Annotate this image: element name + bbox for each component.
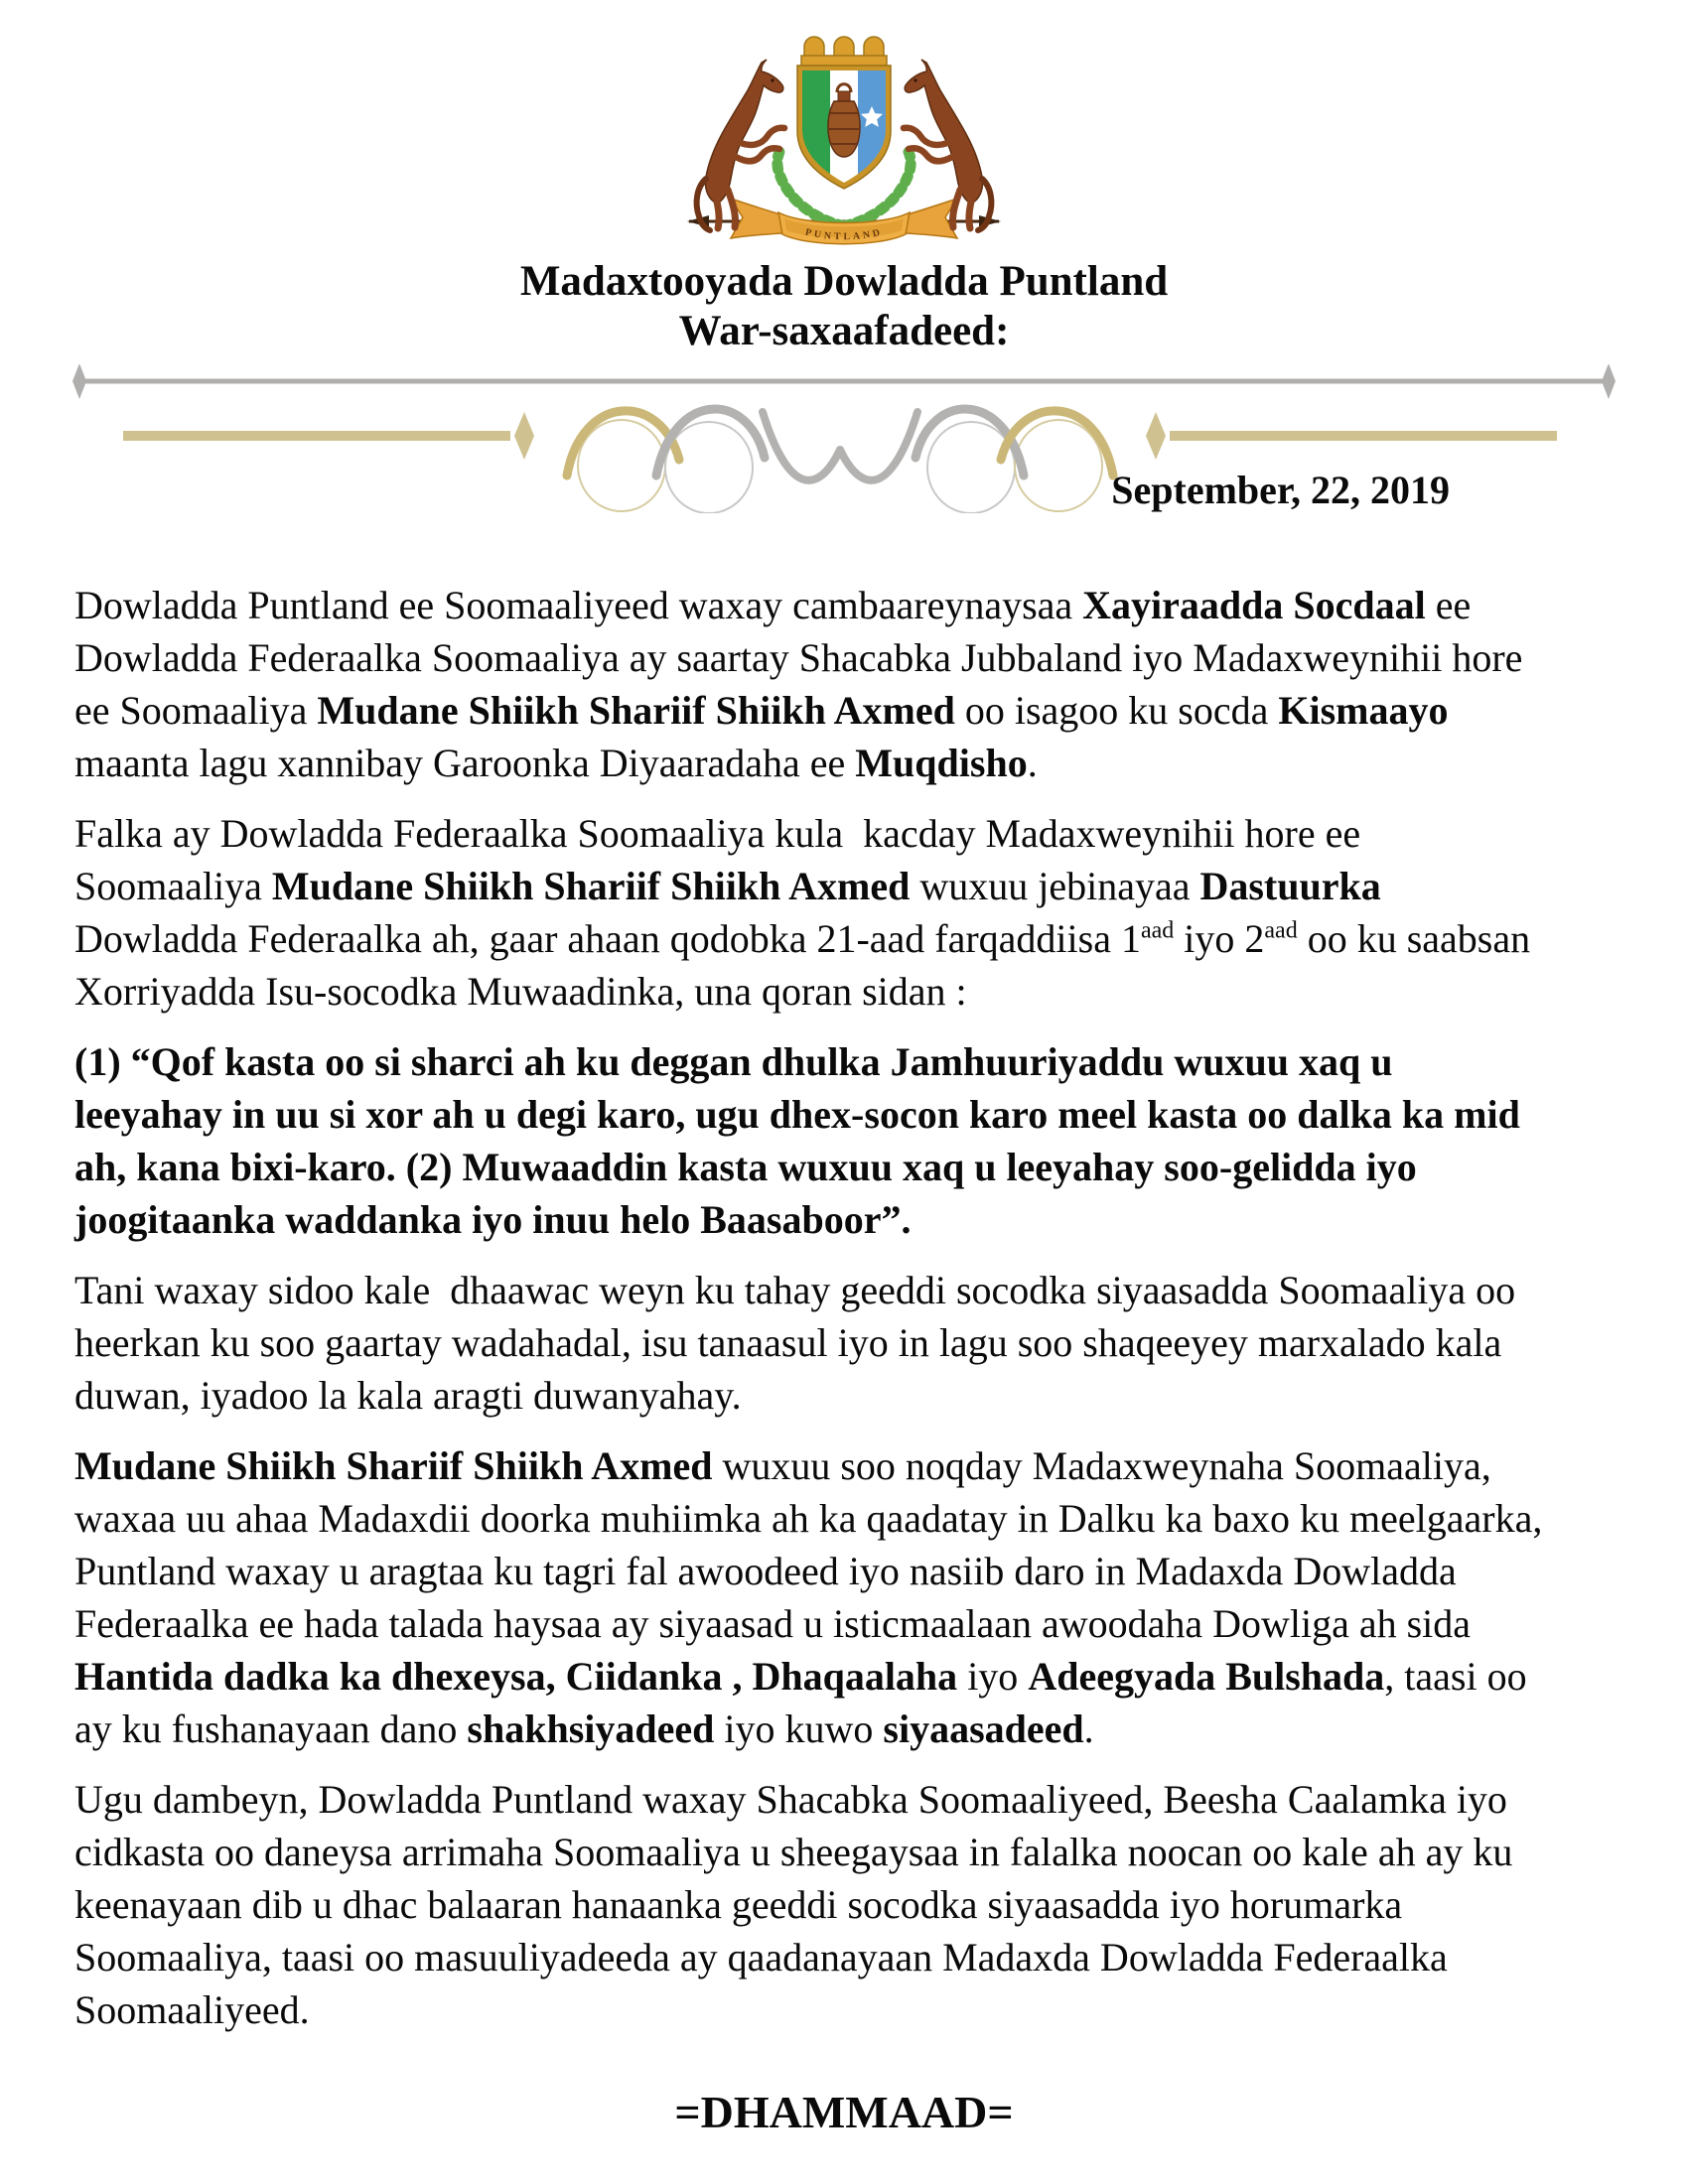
text-run: Ugu dambeyn, Dowladda Puntland waxay Shacabka Soomaaliyeed, Beesha Caalamka iyo cidkasta oo daneysa arrimaha Soomaaliya u sheegaysaa in falalka noocan oo kale ah ay ku keenayaan dib u dhac balaaran hanaanka geeddi socodka siyaasadda iyo horumarka Soomaaliya, taasi oo masuuliyadeeda ay qaadanayaan Madaxda Dowladda Federaalka Soomaaliyeed. xyxy=(74,1777,1523,2032)
text-run: Dastuurka xyxy=(1199,864,1381,908)
paragraph-2 xyxy=(74,807,1544,1018)
text-run: Xayiraadda Socdaal xyxy=(1082,583,1426,627)
text-run: ee Dowladda Federaalka Soomaaliya ay saartay Shacabka Jubbaland iyo Madaxweynihii hore ee Soomaaliya xyxy=(74,583,1533,733)
text-run: aad xyxy=(1264,917,1298,944)
text-run: oo ku saabsan Xorriyadda Isu-socodka Muwaadinka, una qoran sidan : xyxy=(74,916,1541,1014)
crown-icon xyxy=(801,37,887,67)
page-subtitle: War-saxaafadeed: xyxy=(678,308,1010,354)
text-run: iyo xyxy=(957,1654,1029,1699)
ribbon-banner xyxy=(778,212,910,244)
shield-icon xyxy=(797,66,891,189)
text-run: , taasi oo ay ku fushanayaan dano xyxy=(74,1654,1537,1751)
text-run: aad xyxy=(1140,917,1175,944)
puntland-coat-of-arms xyxy=(685,30,1003,253)
text-run: shakhsiyadeed xyxy=(467,1706,715,1751)
text-run: Dowladda Puntland ee Soomaaliyeed waxay cambaareynaysaa xyxy=(74,583,1083,627)
paragraph-1 xyxy=(74,579,1544,789)
paragraphs xyxy=(74,579,1553,2036)
text-run: Dowladda Federaalka ah, gaar ahaan qodobka 21-aad farqaddiisa 1 xyxy=(74,864,1391,961)
text-run: iyo 2 xyxy=(1174,916,1265,961)
text-run: wuxuu jebinayaa xyxy=(910,864,1200,908)
text-run: Mudane Shiikh Shariif Shiikh Axmed xyxy=(74,1443,713,1488)
text-run: iyo kuwo xyxy=(714,1706,884,1751)
text-run: maanta lagu xannibay Garoonka Diyaaradaha ee xyxy=(74,688,1459,785)
text-run: Hantida dadka ka dhexeysa, Ciidanka , Dhaqaalaha xyxy=(74,1654,958,1699)
text-run: Falka ay Dowladda Federaalka Soomaaliya kula kacday Madaxweynihii hore ee Soomaaliya xyxy=(74,811,1371,908)
text-run: Muqdisho xyxy=(855,741,1028,785)
page-title: Madaxtooyada Dowladda Puntland xyxy=(519,258,1169,305)
text-run: (1) “Qof kasta oo si sharci ah ku deggan dhulka Jamhuuriyaddu wuxuu xaq u leeyahay in uu si xor ah u degi karo, ugu dhex-socon karo meel kasta oo dalka ka mid ah, kana bixi-karo. (2) Muwaaddin kasta wuxuu xaq u leeyahay soo-gelidda iyo joogitaanka waddanka iyo inuu helo Baasaboor”. xyxy=(74,1039,1530,1242)
emblem-banner-text: PUNTLAND xyxy=(803,226,885,243)
text-run: Kismaayo xyxy=(1278,688,1449,733)
text-run: Mudane Shiikh Shariif Shiikh Axmed xyxy=(317,688,955,733)
paragraph-5 xyxy=(74,1439,1553,1755)
paragraph-4 xyxy=(74,1264,1544,1422)
paragraph-6 xyxy=(74,1773,1544,2036)
paragraph-3 xyxy=(74,1035,1544,1246)
text-run: wuxuu soo noqday Madaxweynaha Soomaaliya, waxaa uu ahaa Madaxdii doorka muhiimka ah ka qaadatay in Dalku ka baxo ku meelgaarka, Puntland waxay u aragtaa ku tagri fal awoodeed iyo nasiib daro in Madaxda Dowladda Federaalka ee hada talada haysaa ay siyaasad u isticmaalaan awoodaha Dowliga ah sida xyxy=(74,1443,1553,1646)
divider-gray-rule xyxy=(72,364,1616,399)
text-run: siyaasadeed xyxy=(883,1706,1084,1751)
end-marker: =DHAMMAAD= xyxy=(674,2087,1014,2137)
text-run: Adeegyada Bulshada xyxy=(1028,1654,1385,1699)
date: September, 22, 2019 xyxy=(1111,468,1450,512)
text-run: . xyxy=(1083,1706,1094,1751)
text-run: oo isagoo ku socda xyxy=(954,688,1279,733)
text-run: Tani waxay sidoo kale dhaawac weyn ku tahay geeddi socodka siyaasadda Soomaaliya oo heerkan ku soo gaartay wadahadal, isu tanaasul iyo in lagu soo shaqeeyey marxalado kala duwan, iyadoo la kala aragti duwanyahay. xyxy=(74,1268,1526,1418)
text-run: . xyxy=(1027,741,1038,785)
text-run: Mudane Shiikh Shariif Shiikh Axmed xyxy=(271,864,911,908)
